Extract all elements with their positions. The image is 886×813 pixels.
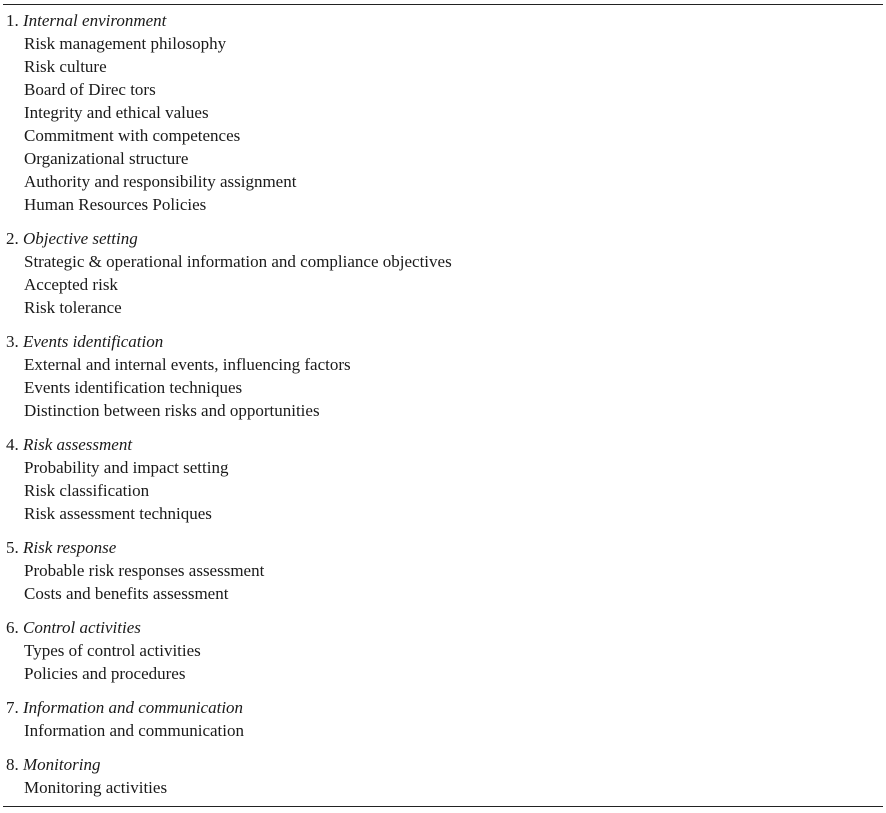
section-objective-setting <box>3 227 883 319</box>
list-item: Integrity and ethical values <box>24 103 209 122</box>
section-number: 8. <box>6 755 19 774</box>
list-item: Information and communication <box>24 721 244 740</box>
component-table <box>3 4 883 807</box>
section-heading <box>3 753 883 776</box>
section-risk-response <box>3 536 883 605</box>
section-heading <box>3 433 883 456</box>
list-item: Risk assessment techniques <box>24 504 212 523</box>
section-control-activities <box>3 616 883 685</box>
top-rule <box>3 4 883 5</box>
list-item: Risk classification <box>24 481 150 500</box>
bottom-rule <box>3 806 883 807</box>
list-item: Costs and benefits assessment <box>24 584 229 603</box>
list-item: External and internal events, influencing factors <box>24 355 351 374</box>
section-heading <box>3 696 883 719</box>
list-item: Policies and procedures <box>24 664 186 683</box>
section-monitoring <box>3 753 883 799</box>
section-internal-environment <box>3 9 883 216</box>
section-title: Risk response <box>23 538 117 557</box>
list-item: Organizational structure <box>24 149 189 168</box>
section-title: Objective setting <box>23 229 138 248</box>
section-number: 3. <box>6 332 19 351</box>
section-risk-assessment <box>3 433 883 525</box>
list-item: Events identification techniques <box>24 378 243 397</box>
list-item: Types of control activities <box>24 641 201 660</box>
section-title: Control activities <box>23 618 141 637</box>
section-number: 6. <box>6 618 19 637</box>
list-item: Risk tolerance <box>24 298 122 317</box>
list-item: Risk management philosophy <box>24 34 227 53</box>
section-heading <box>3 227 883 250</box>
section-title: Monitoring <box>23 755 101 774</box>
section-title: Risk assessment <box>23 435 133 454</box>
list-item: Probable risk responses assessment <box>24 561 265 580</box>
section-heading <box>3 330 883 353</box>
section-heading <box>3 536 883 559</box>
section-number: 4. <box>6 435 19 454</box>
section-number: 5. <box>6 538 19 557</box>
list-item: Strategic & operational information and compliance objectives <box>24 252 452 271</box>
section-information-and-communication <box>3 696 883 742</box>
section-heading <box>3 616 883 639</box>
list-item: Probability and impact setting <box>24 458 229 477</box>
section-title: Events identification <box>23 332 164 351</box>
list-item: Authority and responsibility assignment <box>24 172 297 191</box>
list-item: Distinction between risks and opportunities <box>24 401 320 420</box>
section-number: 1. <box>6 11 19 30</box>
section-title: Internal environment <box>23 11 167 30</box>
list-item: Risk culture <box>24 57 107 76</box>
section-list <box>3 9 883 810</box>
section-title: Information and communication <box>23 698 244 717</box>
list-item: Monitoring activities <box>24 778 168 797</box>
section-number: 7. <box>6 698 19 717</box>
section-events-identification <box>3 330 883 422</box>
list-item: Commitment with competences <box>24 126 241 145</box>
list-item: Board of Direc tors <box>24 80 156 99</box>
list-item: Human Resources Policies <box>24 195 207 214</box>
section-heading <box>3 9 883 32</box>
section-number: 2. <box>6 229 19 248</box>
list-item: Accepted risk <box>24 275 118 294</box>
